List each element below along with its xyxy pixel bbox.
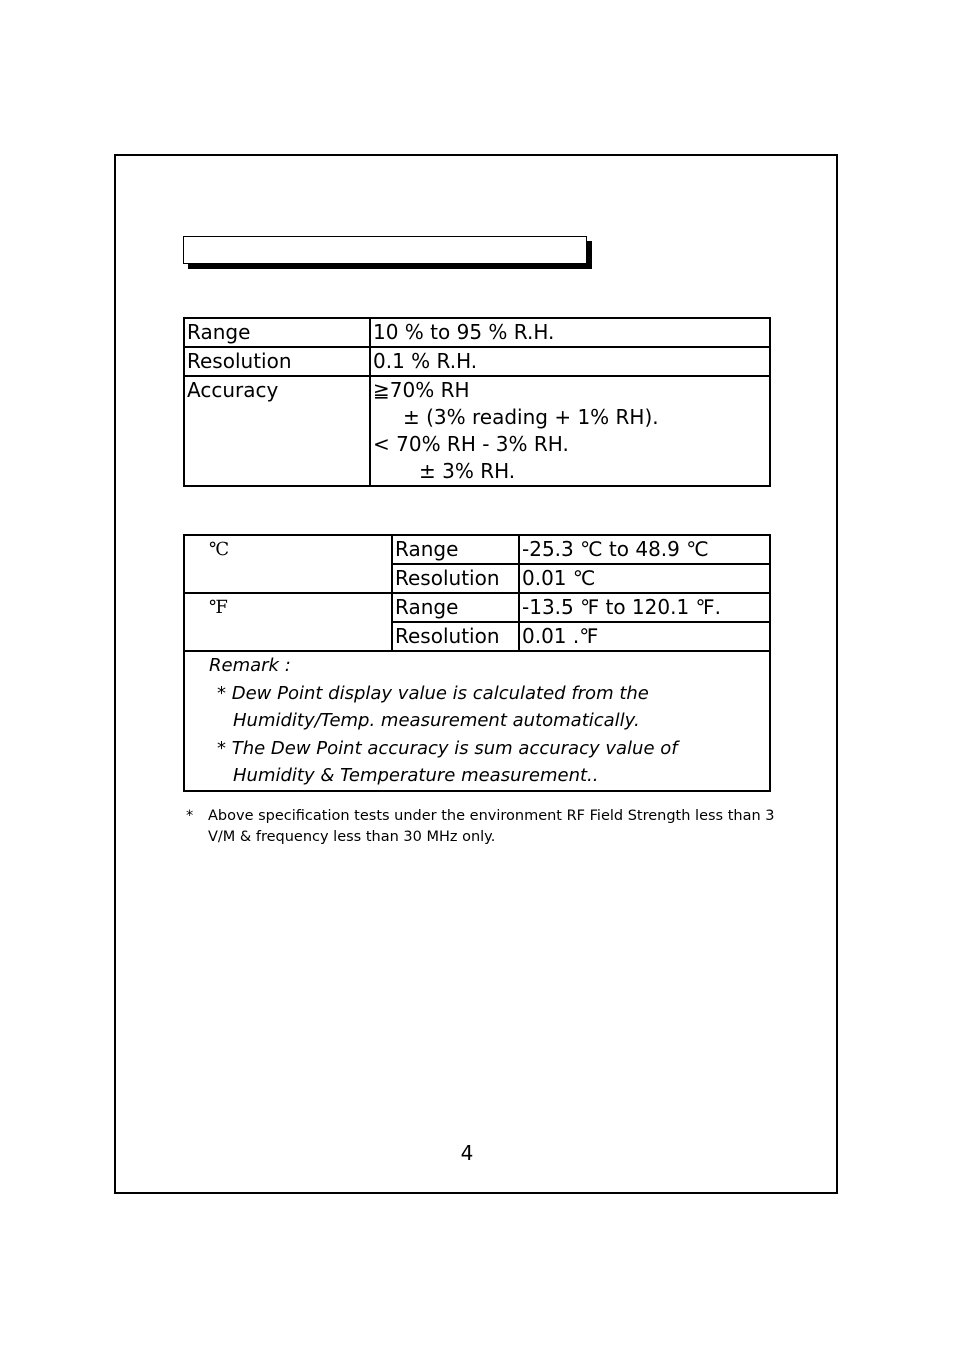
section-title-box bbox=[183, 236, 587, 264]
celsius-resolution-label: Resolution bbox=[392, 564, 519, 593]
accuracy-line: ≧70% RH bbox=[373, 378, 470, 402]
fahrenheit-range-value: -13.5 ℉ to 120.1 ℉. bbox=[519, 593, 770, 622]
accuracy-label: Accuracy bbox=[184, 376, 370, 486]
fahrenheit-resolution-value: 0.01 .℉ bbox=[519, 622, 770, 651]
humidity-spec-table bbox=[183, 317, 771, 487]
dewpoint-spec-table bbox=[183, 534, 771, 792]
accuracy-line: ± 3% RH. bbox=[419, 459, 516, 483]
accuracy-line: < 70% RH - 3% RH. bbox=[373, 432, 569, 456]
table-row bbox=[184, 593, 770, 622]
page-number: 4 bbox=[460, 1141, 474, 1165]
accuracy-value bbox=[370, 376, 770, 486]
footnote-text: Above specification tests under the environment RF Field Strength less than 3 V/M & frequency less than 30 MHz only. bbox=[208, 808, 775, 845]
table-row bbox=[184, 376, 770, 486]
table-row bbox=[184, 318, 770, 347]
fahrenheit-range-label: Range bbox=[392, 593, 519, 622]
range-label: Range bbox=[184, 318, 370, 347]
accuracy-line: ± (3% reading + 1% RH). bbox=[403, 405, 659, 429]
fahrenheit-resolution-label: Resolution bbox=[392, 622, 519, 651]
remark-cell bbox=[184, 651, 770, 791]
range-value: 10 % to 95 % R.H. bbox=[370, 318, 770, 347]
remark-line: Humidity/Temp. measurement automatically. bbox=[233, 710, 640, 731]
table-row bbox=[184, 347, 770, 376]
footnote-marker: * bbox=[186, 808, 194, 824]
remark-line: * The Dew Point accuracy is sum accuracy value of bbox=[217, 737, 678, 759]
footnote bbox=[186, 806, 786, 848]
table-row bbox=[184, 651, 770, 791]
resolution-label: Resolution bbox=[184, 347, 370, 376]
remark-line: * Dew Point display value is calculated from the bbox=[217, 682, 649, 704]
remark-line: Humidity & Temperature measurement.. bbox=[233, 765, 599, 786]
celsius-range-value: -25.3 ℃ to 48.9 ℃ bbox=[519, 535, 770, 564]
celsius-unit: ℃ bbox=[184, 535, 392, 593]
resolution-value: 0.1 % R.H. bbox=[370, 347, 770, 376]
celsius-resolution-value: 0.01 ℃ bbox=[519, 564, 770, 593]
celsius-range-label: Range bbox=[392, 535, 519, 564]
table-row bbox=[184, 535, 770, 564]
fahrenheit-unit: ℉ bbox=[184, 593, 392, 651]
remark-heading: Remark : bbox=[209, 655, 291, 676]
